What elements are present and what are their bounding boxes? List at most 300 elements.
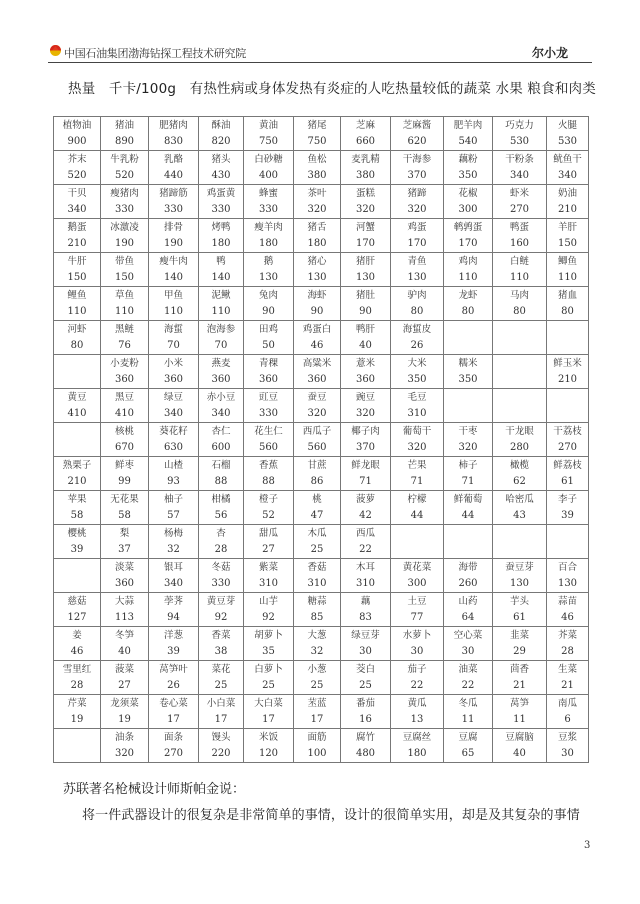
- calorie-value: 170: [407, 237, 427, 249]
- calorie-value: 320: [407, 441, 427, 453]
- table-cell: [199, 491, 244, 525]
- table-cell: [149, 287, 199, 321]
- quote-text: 将一件武器设计的很复杂是非常简单的事情，设计的很简单实用，却是及其复杂的事情: [82, 808, 580, 823]
- calorie-value: 540: [458, 135, 478, 147]
- calorie-value: 110: [211, 305, 231, 317]
- food-name: 熟栗子: [62, 459, 92, 471]
- food-name: 梨: [119, 527, 130, 539]
- calorie-value: 210: [557, 373, 578, 385]
- food-name: 山芋: [258, 595, 278, 607]
- table-cell: [294, 627, 341, 661]
- food-name: 黄豆芽: [206, 595, 236, 607]
- table-cell: [101, 219, 149, 253]
- calorie-value: 310: [258, 577, 279, 589]
- table-cell: [391, 491, 444, 525]
- food-name: 茭白: [355, 663, 375, 675]
- calorie-value: 180: [211, 237, 231, 249]
- food-name: 冬笋: [114, 629, 134, 641]
- table-row: [54, 321, 589, 355]
- table-row: [54, 559, 589, 593]
- food-name: 赤小豆: [206, 391, 236, 403]
- calorie-value: 28: [214, 543, 228, 555]
- food-name: 猪肝: [355, 255, 375, 267]
- food-name: 龙虾: [458, 289, 478, 301]
- table-cell: [149, 321, 199, 355]
- calorie-value: 130: [307, 271, 327, 283]
- calorie-value: 480: [355, 747, 376, 759]
- food-name: 鹅: [263, 255, 274, 267]
- calorie-value: 28: [561, 645, 574, 657]
- calorie-value: 65: [461, 747, 475, 759]
- food-name: 石榴: [211, 459, 231, 471]
- table-cell: [149, 389, 199, 423]
- calorie-value: 26: [167, 679, 180, 691]
- calorie-value: 46: [310, 339, 324, 351]
- table-cell: [101, 253, 149, 287]
- calorie-value: 340: [67, 203, 87, 215]
- food-name: 草鱼: [114, 289, 134, 301]
- calorie-value: 99: [118, 475, 131, 487]
- table-cell: [54, 321, 101, 355]
- table-cell: [244, 695, 294, 729]
- food-name: 猪肚: [355, 289, 375, 301]
- food-name: 鲤鱼: [67, 289, 87, 301]
- calorie-value: 350: [458, 169, 478, 181]
- table-cell: [101, 423, 149, 457]
- food-name: 高粱米: [302, 357, 332, 369]
- calorie-value: 58: [118, 509, 131, 521]
- table-cell: [547, 355, 589, 389]
- food-name: 龙须菜: [110, 697, 139, 709]
- table-cell: [444, 117, 493, 151]
- calorie-value: 25: [310, 543, 324, 555]
- table-cell: [294, 321, 341, 355]
- calorie-value: 320: [458, 441, 478, 453]
- calorie-value: 330: [258, 407, 279, 419]
- table-cell: [199, 695, 244, 729]
- food-name: 植物油: [62, 119, 92, 131]
- table-row: [54, 355, 589, 389]
- table-cell: [244, 321, 294, 355]
- table-cell: [149, 457, 199, 491]
- food-name: 河蟹: [355, 221, 375, 233]
- food-name: 驴肉: [407, 289, 427, 301]
- table-cell: [101, 525, 149, 559]
- calorie-value: 330: [211, 577, 231, 589]
- calorie-value: 61: [561, 475, 574, 487]
- food-name: 猪蹄: [407, 187, 427, 199]
- food-name: 洋葱: [163, 629, 183, 641]
- calorie-value: 25: [262, 679, 275, 691]
- calorie-value: 76: [118, 339, 131, 351]
- calorie-value: 77: [410, 611, 424, 623]
- table-cell: [341, 627, 391, 661]
- calorie-value: 820: [211, 135, 231, 147]
- table-cell: [341, 389, 391, 423]
- table-cell: [244, 117, 294, 151]
- calorie-value: 300: [458, 203, 478, 215]
- table-cell: [294, 117, 341, 151]
- food-name: 芒果: [407, 459, 427, 471]
- table-cell: [444, 491, 493, 525]
- food-name: 油条: [114, 731, 134, 743]
- food-name: 奶油: [557, 187, 577, 199]
- calorie-value: 25: [310, 679, 324, 691]
- food-name: 紫菜: [258, 561, 278, 573]
- calorie-value: 890: [114, 135, 135, 147]
- calorie-value: 380: [355, 169, 376, 181]
- table-cell: [294, 525, 341, 559]
- food-name: 羊肝: [557, 221, 577, 233]
- food-name: 柠檬: [407, 493, 427, 505]
- calorie-value: 360: [307, 373, 327, 385]
- food-name: 雪里红: [62, 663, 92, 675]
- table-cell: [244, 457, 294, 491]
- calorie-value: 80: [513, 305, 526, 317]
- calorie-value: 27: [118, 679, 131, 691]
- food-name: 蒜苗: [557, 595, 577, 607]
- calorie-value: 360: [114, 373, 135, 385]
- food-name: 大葱: [307, 629, 327, 641]
- calorie-value: 71: [359, 475, 372, 487]
- calorie-value: 92: [214, 611, 228, 623]
- calorie-value: 750: [307, 135, 327, 147]
- table-cell: [444, 593, 493, 627]
- food-name: 黄花菜: [402, 561, 432, 573]
- food-name: 乳酪: [163, 153, 183, 165]
- food-name: 香菇: [307, 561, 327, 573]
- food-name: 牛乳粉: [110, 153, 139, 165]
- table-cell: [493, 593, 547, 627]
- table-cell: [149, 185, 199, 219]
- food-name: 卷心菜: [159, 697, 188, 709]
- table-cell: [341, 287, 391, 321]
- calorie-value: 330: [211, 203, 231, 215]
- food-name: 小米: [163, 357, 183, 369]
- table-row: [54, 525, 589, 559]
- table-cell: [547, 287, 589, 321]
- food-name: 白鲢: [509, 255, 529, 267]
- food-name: 泡海参: [206, 323, 236, 335]
- calorie-value: 35: [262, 645, 275, 657]
- table-cell: [54, 389, 101, 423]
- calorie-value: 900: [67, 135, 87, 147]
- food-name: 姜: [72, 629, 82, 641]
- food-name: 大米: [407, 357, 427, 369]
- food-name: 木耳: [355, 561, 375, 573]
- table-row: [54, 253, 589, 287]
- food-name: 芹菜: [67, 697, 87, 709]
- food-name: 菜花: [211, 663, 231, 675]
- table-cell: [294, 729, 341, 763]
- food-name: 芥末: [67, 153, 87, 165]
- table-cell: [149, 423, 199, 457]
- food-name: 腐竹: [355, 731, 375, 743]
- food-name: 杏仁: [211, 425, 231, 437]
- table-row: [54, 389, 589, 423]
- food-name: 冬瓜: [458, 697, 478, 709]
- calorie-value: 360: [258, 373, 279, 385]
- food-name: 酥油: [211, 119, 231, 131]
- food-name: 蜂蜜: [258, 187, 278, 199]
- table-cell: [391, 423, 444, 457]
- food-name: 莴笋叶: [159, 663, 188, 675]
- food-name: 生菜: [557, 663, 577, 675]
- food-name: 豆浆: [557, 731, 577, 743]
- food-name: 蚕豆: [307, 391, 327, 403]
- food-name: 鲜葡萄: [453, 493, 483, 505]
- food-name: 干海参: [402, 153, 432, 165]
- petrochina-logo-icon: [49, 44, 62, 56]
- table-cell: [54, 423, 101, 457]
- table-cell: [493, 423, 547, 457]
- calorie-value: 71: [410, 475, 424, 487]
- calorie-value: 260: [458, 577, 478, 589]
- food-name: 黑鲢: [114, 323, 134, 335]
- food-name: 荸荠: [163, 595, 183, 607]
- food-name: 甘蔗: [307, 459, 327, 471]
- table-cell: [547, 491, 589, 525]
- table-cell: [493, 355, 547, 389]
- calorie-value: 32: [167, 543, 180, 555]
- calorie-value: 110: [163, 305, 184, 317]
- food-name: 田鸡: [258, 323, 278, 335]
- calorie-value: 90: [310, 305, 324, 317]
- table-cell: [149, 253, 199, 287]
- calorie-value: 39: [561, 509, 574, 521]
- table-cell: [493, 491, 547, 525]
- food-name: 排骨: [163, 221, 183, 233]
- table-row: [54, 695, 589, 729]
- food-name: 鲜玉米: [553, 357, 582, 369]
- table-cell: [199, 389, 244, 423]
- food-name: 藕粉: [458, 153, 478, 165]
- calorie-value: 40: [513, 747, 526, 759]
- calorie-value: 6: [564, 713, 571, 725]
- food-name: 芝麻酱: [402, 119, 432, 131]
- food-name: 空心菜: [453, 629, 483, 641]
- food-name: 葵花籽: [159, 425, 188, 437]
- calorie-value: 110: [114, 305, 135, 317]
- table-cell: [54, 729, 101, 763]
- organization-name: 中国石油集团渤海钻探工程技术研究院: [64, 47, 246, 60]
- calorie-value: 11: [513, 713, 526, 725]
- table-cell: [294, 389, 341, 423]
- calorie-value: 400: [258, 169, 279, 181]
- calorie-value: 360: [114, 577, 135, 589]
- table-cell: [341, 457, 391, 491]
- table-row: [54, 151, 589, 185]
- food-name: 柚子: [163, 493, 183, 505]
- calorie-value: 320: [307, 203, 327, 215]
- table-cell: [149, 729, 199, 763]
- food-name: 椰子肉: [351, 425, 380, 437]
- food-name: 小葱: [307, 663, 327, 675]
- food-name: 猪尾: [307, 119, 327, 131]
- food-name: 鹌鹑蛋: [453, 221, 483, 233]
- table-cell: [54, 117, 101, 151]
- food-name: 哈密瓜: [505, 493, 534, 505]
- table-cell: [547, 695, 589, 729]
- table-cell: [149, 627, 199, 661]
- table-cell: [294, 695, 341, 729]
- table-cell: [244, 185, 294, 219]
- table-cell: [101, 695, 149, 729]
- food-name: 橄榄: [509, 459, 529, 471]
- calorie-value: 86: [310, 475, 324, 487]
- table-cell: [493, 219, 547, 253]
- calorie-value: 560: [307, 441, 327, 453]
- food-name: 无花果: [110, 493, 139, 505]
- food-name: 杨梅: [163, 527, 183, 539]
- calorie-value: 28: [70, 679, 84, 691]
- table-cell: [101, 661, 149, 695]
- food-name: 南瓜: [557, 697, 577, 709]
- calorie-value: 340: [509, 169, 530, 181]
- table-cell: [101, 559, 149, 593]
- calorie-table: [53, 116, 589, 763]
- table-cell: [341, 559, 391, 593]
- calorie-value: 27: [262, 543, 275, 555]
- food-name: 淡菜: [114, 561, 134, 573]
- food-name: 豇豆: [258, 391, 278, 403]
- table-cell: [149, 355, 199, 389]
- food-name: 馒头: [211, 731, 231, 743]
- table-cell: [547, 559, 589, 593]
- food-name: 绿豆芽: [351, 629, 380, 641]
- food-name: 水萝卜: [402, 629, 432, 641]
- food-name: 芝麻: [355, 119, 375, 131]
- table-cell: [294, 559, 341, 593]
- calorie-value: 46: [561, 611, 574, 623]
- calorie-value: 280: [509, 441, 530, 453]
- calorie-value: 360: [355, 373, 376, 385]
- food-name: 黄瓜: [407, 697, 427, 709]
- calorie-value: 21: [513, 679, 526, 691]
- calorie-value: 270: [557, 441, 578, 453]
- food-name: 薏米: [355, 357, 375, 369]
- table-cell: [391, 321, 444, 355]
- table-cell: [149, 491, 199, 525]
- food-name: 山楂: [163, 459, 183, 471]
- calorie-value: 370: [407, 169, 427, 181]
- table-row: [54, 593, 589, 627]
- calorie-value: 71: [461, 475, 475, 487]
- food-name: 菠萝: [355, 493, 375, 505]
- calorie-value: 340: [557, 169, 578, 181]
- calorie-value: 340: [163, 407, 184, 419]
- food-name: 猪舌: [307, 221, 327, 233]
- calorie-value: 88: [214, 475, 228, 487]
- calorie-value: 29: [513, 645, 526, 657]
- table-cell: [54, 151, 101, 185]
- food-name: 木瓜: [307, 527, 327, 539]
- table-cell: [101, 117, 149, 151]
- table-cell: [101, 593, 149, 627]
- table-cell: [391, 695, 444, 729]
- table-cell: [244, 219, 294, 253]
- table-row: [54, 287, 589, 321]
- food-name: 瘦羊肉: [254, 221, 283, 233]
- food-name: 鸡蛋: [407, 221, 427, 233]
- food-name: 樱桃: [67, 527, 87, 539]
- table-cell: [149, 559, 199, 593]
- food-name: 芋头: [509, 595, 529, 607]
- calorie-value: 92: [262, 611, 275, 623]
- food-name: 瘦牛肉: [159, 255, 188, 267]
- table-cell: [199, 117, 244, 151]
- food-name: 鱼松: [307, 153, 327, 165]
- table-cell: [244, 559, 294, 593]
- table-cell: [294, 423, 341, 457]
- calorie-value: 270: [509, 203, 530, 215]
- calorie-value: 39: [167, 645, 180, 657]
- calorie-value: 150: [114, 271, 135, 283]
- calorie-value: 320: [307, 407, 327, 419]
- food-name: 大白菜: [254, 697, 283, 709]
- calorie-value: 83: [359, 611, 372, 623]
- calorie-value: 50: [262, 339, 275, 351]
- calorie-value: 350: [458, 373, 478, 385]
- food-name: 小麦粉: [110, 357, 139, 369]
- calorie-value: 22: [461, 679, 475, 691]
- food-name: 白砂糖: [254, 153, 283, 165]
- calorie-value: 180: [258, 237, 279, 249]
- calorie-value: 40: [118, 645, 131, 657]
- food-name: 糯米: [458, 357, 478, 369]
- table-row: [54, 185, 589, 219]
- food-name: 西瓜: [355, 527, 375, 539]
- table-cell: [391, 627, 444, 661]
- calorie-value: 47: [310, 509, 324, 521]
- table-cell: [547, 389, 589, 423]
- calorie-value: 22: [410, 679, 424, 691]
- table-cell: [547, 117, 589, 151]
- table-cell: [444, 695, 493, 729]
- calorie-value: 170: [458, 237, 478, 249]
- calorie-value: 180: [407, 747, 427, 759]
- food-name: 干龙眼: [505, 425, 534, 437]
- table-cell: [149, 661, 199, 695]
- table-cell: [101, 151, 149, 185]
- table-cell: [199, 151, 244, 185]
- table-cell: [54, 525, 101, 559]
- food-name: 燕麦: [211, 357, 231, 369]
- table-cell: [54, 185, 101, 219]
- food-name: 青稞: [258, 357, 278, 369]
- calorie-value: 64: [461, 611, 475, 623]
- food-name: 油菜: [458, 663, 478, 675]
- table-cell: [54, 287, 101, 321]
- calorie-value: 210: [67, 475, 87, 487]
- food-name: 慈菇: [67, 595, 87, 607]
- calorie-value: 430: [211, 169, 231, 181]
- calorie-value: 220: [211, 747, 231, 759]
- table-cell: [199, 219, 244, 253]
- calorie-value: 30: [359, 645, 372, 657]
- food-name: 香菜: [211, 629, 231, 641]
- food-name: 青鱼: [407, 255, 427, 267]
- food-name: 鱿鱼干: [553, 153, 582, 165]
- table-cell: [244, 661, 294, 695]
- calorie-value: 42: [359, 509, 372, 521]
- author-name: 尔小龙: [531, 46, 568, 60]
- food-name: 蚕豆芽: [505, 561, 534, 573]
- calorie-value: 130: [258, 271, 279, 283]
- table-cell: [149, 525, 199, 559]
- calorie-value: 80: [410, 305, 424, 317]
- calorie-value: 830: [163, 135, 184, 147]
